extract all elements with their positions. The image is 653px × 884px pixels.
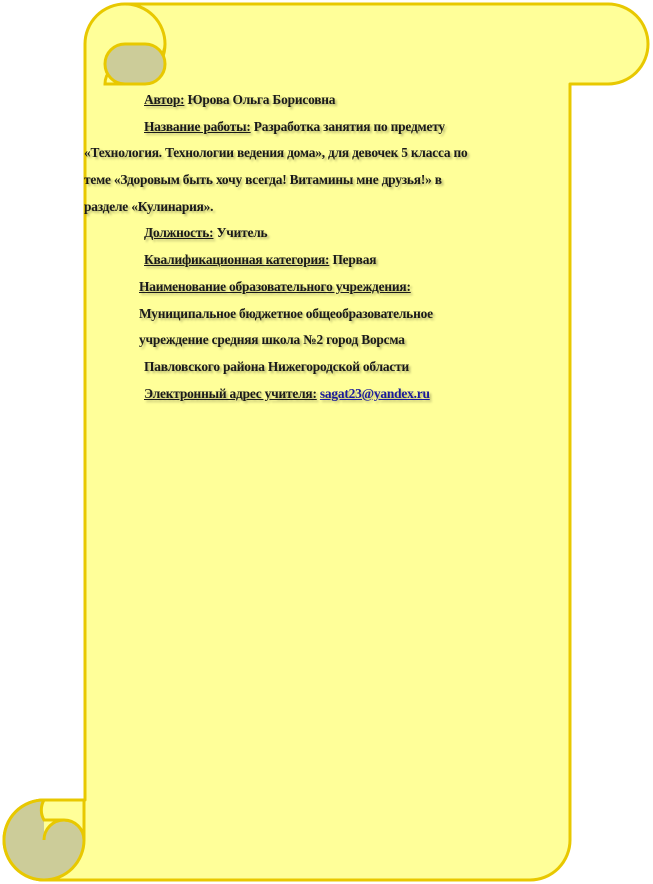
work-text-2: «Технология. Технологии ведения дома», для девочек 5 класса по bbox=[84, 145, 468, 161]
work-text-4: разделе «Кулинария». bbox=[84, 198, 214, 214]
author-value: Юрова Ольга Борисовна bbox=[187, 92, 336, 107]
work-text-3: теме «Здоровым быть хочу всегда! Витамины мне друзья!» в bbox=[84, 172, 442, 188]
category-line bbox=[84, 247, 554, 274]
institution-text-2: учреждение средняя школа №2 город Ворсма bbox=[139, 332, 405, 348]
institution-label-line bbox=[84, 274, 554, 301]
author-line bbox=[84, 87, 554, 114]
scroll-text bbox=[84, 87, 554, 407]
work-label: Название работы: bbox=[144, 118, 251, 134]
email-label: Электронный адрес учителя: bbox=[144, 385, 317, 401]
institution-text-3: Павловского района Нижегородской области bbox=[144, 358, 410, 374]
category-label: Квалификационная категория: bbox=[144, 252, 330, 268]
category-value: Первая bbox=[332, 252, 377, 268]
work-text-1: Разработка занятия по предмету bbox=[253, 118, 445, 134]
institution-text-1: Муниципальное бюджетное общеобразовательное bbox=[139, 305, 433, 321]
position-line bbox=[84, 220, 554, 247]
email-line bbox=[84, 381, 554, 408]
author-label: Автор: bbox=[144, 92, 185, 107]
work-title-line bbox=[84, 114, 554, 141]
email-link[interactable]: sagat23@yandex.ru bbox=[319, 385, 430, 401]
position-value: Учитель bbox=[216, 225, 268, 241]
bottom-scroll-curl bbox=[4, 800, 84, 880]
institution-label: Наименование образовательного учреждения: bbox=[139, 278, 411, 294]
position-label: Должность: bbox=[144, 225, 214, 241]
